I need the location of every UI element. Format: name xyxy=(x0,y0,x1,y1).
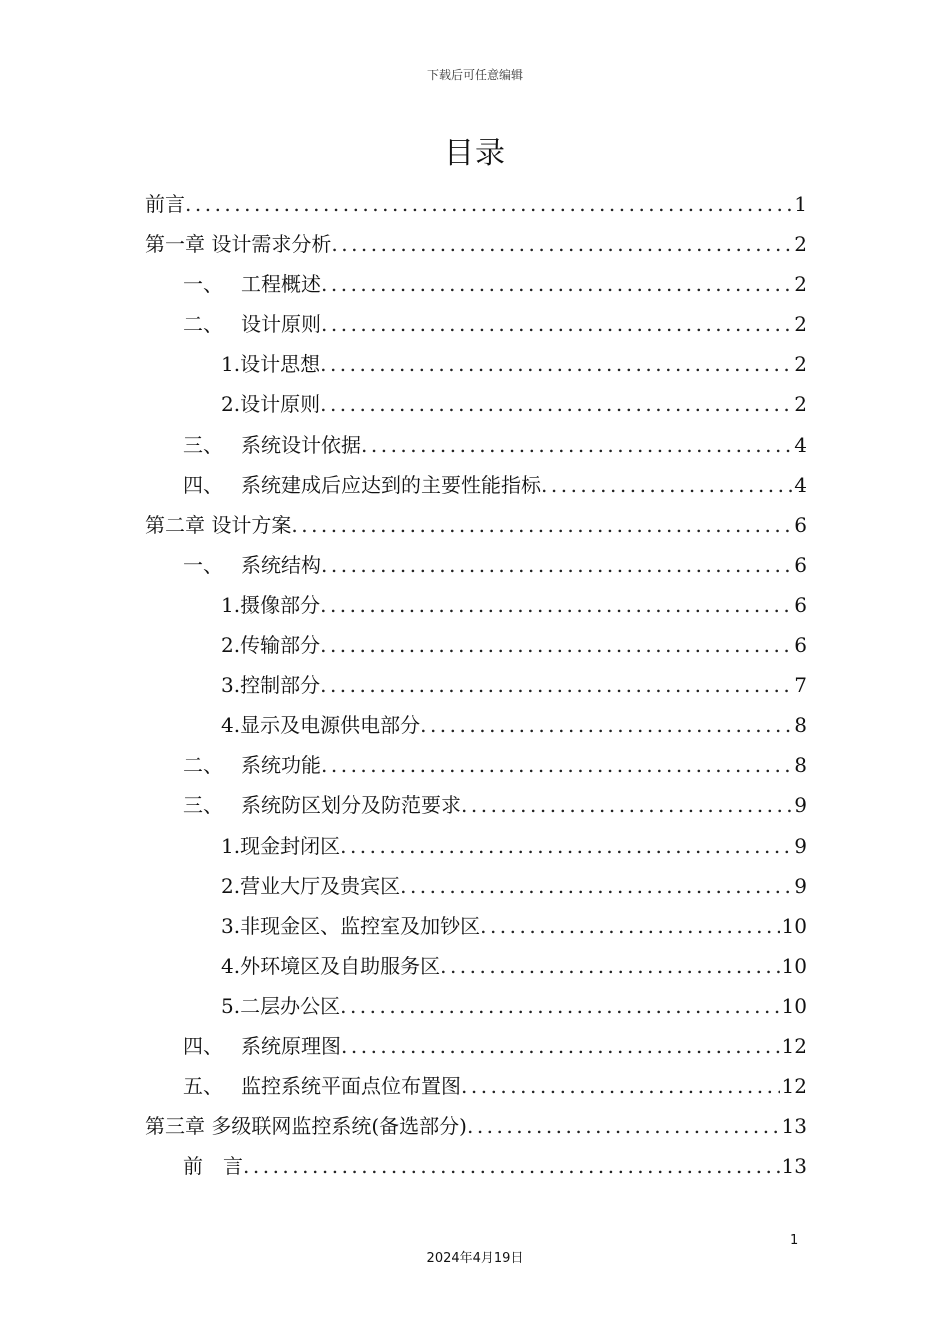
toc-entry-label: 2.传输部分 xyxy=(221,633,321,658)
toc-leader-dots xyxy=(320,593,792,617)
toc-leader-dots xyxy=(467,1114,780,1138)
toc-page-number: 2 xyxy=(794,272,807,297)
toc-entry-label: 1.现金封闭区 xyxy=(221,833,341,858)
toc-entry-subsection[interactable] xyxy=(145,830,807,870)
toc-entry-label: 1.设计思想 xyxy=(221,352,321,377)
toc-leader-dots xyxy=(291,513,792,537)
page-number: 1 xyxy=(790,1233,799,1248)
toc-entry-label: 5.二层办公区 xyxy=(221,993,341,1018)
toc-page-number: 2 xyxy=(794,232,807,257)
toc-page-number: 6 xyxy=(794,633,807,658)
toc-entry-label: 系统结构 xyxy=(241,552,321,577)
toc-entry-label: 系统防区划分及防范要求 xyxy=(241,793,461,818)
toc-entry-label: 2.营业大厅及贵宾区 xyxy=(221,873,401,898)
toc-page-number: 7 xyxy=(794,673,807,698)
toc-entry-chapter-1[interactable] xyxy=(145,228,807,268)
toc-leader-dots xyxy=(480,914,779,938)
toc-section-marker: 三、 xyxy=(183,793,223,818)
toc-entry-subsection[interactable] xyxy=(145,589,807,629)
toc-leader-dots xyxy=(341,1034,780,1058)
toc-section-marker: 二、 xyxy=(183,753,223,778)
toc-page-number: 8 xyxy=(794,713,807,738)
toc-entry-label: 前言 xyxy=(145,192,185,216)
toc-page-number: 12 xyxy=(781,1033,807,1058)
toc-entry-label: 系统原理图 xyxy=(241,1033,341,1058)
toc-entry-label: 系统功能 xyxy=(241,753,321,778)
toc-leader-dots xyxy=(320,352,792,376)
toc-entry-label: 4.显示及电源供电部分 xyxy=(221,713,421,738)
toc-leader-dots xyxy=(321,312,792,336)
toc-entry-label: 第二章 设计方案 xyxy=(145,512,292,537)
toc-entry-section[interactable] xyxy=(145,1150,807,1190)
toc-title: 目录 xyxy=(444,136,506,171)
toc-leader-dots xyxy=(321,272,792,296)
toc-entry-label: 第一章 设计需求分析 xyxy=(145,232,332,257)
footer-date: 2024年4月19日 xyxy=(426,1251,524,1266)
toc-page-number: 9 xyxy=(794,873,807,898)
toc-entry-section[interactable] xyxy=(145,429,807,469)
toc-page-number: 2 xyxy=(794,352,807,377)
toc-page-number: 4 xyxy=(794,472,807,497)
toc-page-number: 12 xyxy=(781,1074,807,1099)
toc-page-number: 10 xyxy=(781,993,807,1018)
toc-leader-dots xyxy=(400,874,792,898)
toc-page-number: 9 xyxy=(794,793,807,818)
toc-entry-label: 前 言 xyxy=(183,1154,243,1179)
toc-page-number: 6 xyxy=(794,512,807,537)
toc-leader-dots xyxy=(461,1074,780,1098)
toc-entry-preface[interactable] xyxy=(145,188,807,228)
toc-page-number: 13 xyxy=(781,1154,807,1179)
page-header: 下载后可任意编辑 xyxy=(426,68,523,82)
toc-entry-label: 工程概述 xyxy=(241,272,321,297)
toc-section-marker: 四、 xyxy=(183,1033,223,1058)
toc-entry-label: 系统建成后应达到的主要性能指标 xyxy=(241,472,541,497)
toc-section-marker: 三、 xyxy=(183,432,223,457)
toc-page-number: 10 xyxy=(781,953,807,978)
toc-page-number: 9 xyxy=(794,833,807,858)
toc-entry-label: 第三章 多级联网监控系统(备选部分) xyxy=(145,1114,467,1139)
toc-entry-label: 2.设计原则 xyxy=(221,392,321,417)
toc-entry-label: 3.控制部分 xyxy=(221,673,321,698)
toc-leader-dots xyxy=(340,834,792,858)
toc-leader-dots xyxy=(420,713,792,737)
toc-section-marker: 一、 xyxy=(183,272,223,297)
toc-leader-dots xyxy=(320,392,792,416)
toc-section-marker: 二、 xyxy=(183,312,223,337)
toc-entry-section[interactable] xyxy=(145,549,807,589)
toc-entry-subsection[interactable] xyxy=(145,870,807,910)
toc-entry-label: 监控系统平面点位布置图 xyxy=(241,1074,461,1099)
toc-entry-chapter-2[interactable] xyxy=(145,509,807,549)
toc-page-number: 2 xyxy=(794,392,807,417)
toc-leader-dots xyxy=(185,192,792,216)
toc-leader-dots xyxy=(320,633,792,657)
toc-leader-dots xyxy=(321,753,792,777)
toc-page-number: 4 xyxy=(794,432,807,457)
toc-page-number: 6 xyxy=(794,592,807,617)
toc-leader-dots xyxy=(541,473,792,497)
toc-entry-label: 4.外环境区及自助服务区 xyxy=(221,953,441,978)
toc-entry-label: 系统设计依据 xyxy=(241,432,361,457)
toc-page-number: 10 xyxy=(781,913,807,938)
toc-entry-subsection[interactable] xyxy=(145,950,807,990)
toc-entry-section[interactable] xyxy=(145,469,807,509)
toc-entry-label: 1.摄像部分 xyxy=(221,592,321,617)
toc-entry-section[interactable] xyxy=(145,789,807,829)
toc-entry-subsection[interactable] xyxy=(145,629,807,669)
toc-leader-dots xyxy=(321,553,792,577)
toc-page-number: 2 xyxy=(794,312,807,337)
toc-entry-label: 设计原则 xyxy=(241,312,321,337)
toc-entry-subsection[interactable] xyxy=(145,990,807,1030)
toc-leader-dots xyxy=(340,994,779,1018)
toc-page-number: 6 xyxy=(794,552,807,577)
toc-entry-section[interactable] xyxy=(145,749,807,789)
toc-entry-section[interactable] xyxy=(145,1070,807,1110)
toc-entry-section[interactable] xyxy=(145,268,807,308)
toc-entry-label: 3.非现金区、监控室及加钞区 xyxy=(221,913,481,938)
toc-entry-subsection[interactable] xyxy=(145,669,807,709)
toc-leader-dots xyxy=(461,793,792,817)
toc-section-marker: 五、 xyxy=(183,1074,223,1099)
toc-leader-dots xyxy=(331,232,792,256)
toc-leader-dots xyxy=(320,673,792,697)
toc-section-marker: 一、 xyxy=(183,552,223,577)
toc-section-marker: 四、 xyxy=(183,472,223,497)
toc-page-number: 1 xyxy=(794,192,807,216)
toc-entry-section[interactable] xyxy=(145,308,807,348)
toc-entry-chapter-3[interactable] xyxy=(145,1110,807,1150)
toc-entry-subsection[interactable] xyxy=(145,348,807,388)
toc-page-number: 8 xyxy=(794,753,807,778)
table-of-contents xyxy=(145,188,807,1190)
toc-leader-dots xyxy=(440,954,779,978)
toc-leader-dots xyxy=(243,1154,780,1178)
toc-leader-dots xyxy=(361,433,792,457)
toc-entry-subsection[interactable] xyxy=(145,388,807,428)
toc-page-number: 13 xyxy=(781,1114,807,1139)
toc-entry-section[interactable] xyxy=(145,1030,807,1070)
toc-entry-subsection[interactable] xyxy=(145,910,807,950)
toc-entry-subsection[interactable] xyxy=(145,709,807,749)
